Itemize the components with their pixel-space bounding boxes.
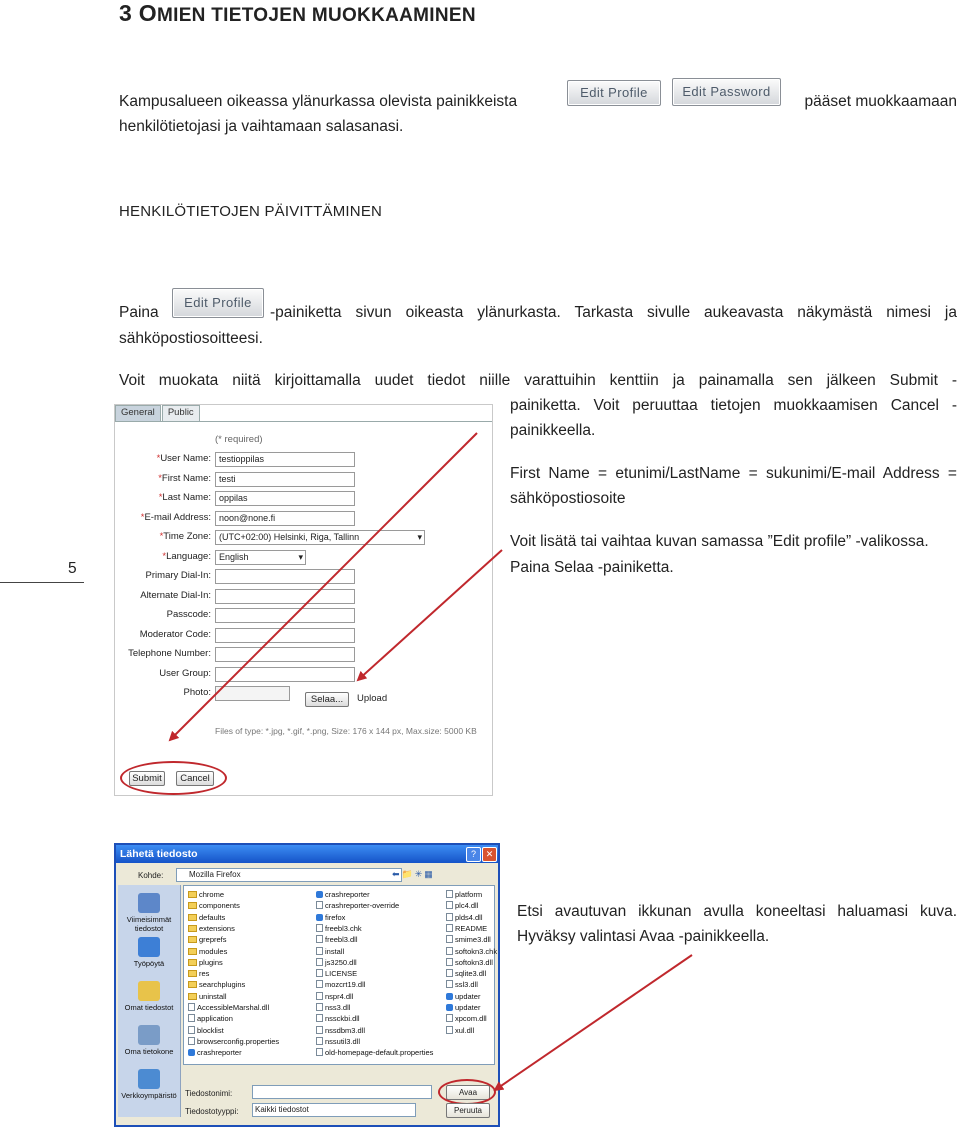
file-name: AccessibleMarshal.dll: [197, 1003, 270, 1012]
voit-line3: painikkeella.: [510, 422, 596, 439]
file-name: softokn3.chk: [455, 946, 498, 956]
file-name: nssckbi.dll: [325, 1014, 360, 1024]
look-in-value: Mozilla Firefox: [189, 870, 241, 879]
required-note: (* required): [215, 434, 263, 445]
file-name: greprefs: [199, 935, 227, 945]
dialog-toolbar-icons[interactable]: ⬅📁✳▦: [392, 869, 435, 879]
filetype-label: Tiedostotyyppi:: [185, 1107, 239, 1116]
place-label: Verkkoympäristö: [121, 1091, 177, 1100]
file-name: searchplugins: [199, 980, 246, 990]
file-name: crashreporter: [325, 890, 370, 899]
section-heading: HENKILÖTIETOJEN PÄIVITTÄMINEN: [119, 203, 383, 220]
file-name: platform: [455, 890, 483, 899]
browse-button[interactable]: Selaa...: [305, 692, 349, 707]
chevron-down-icon[interactable]: ▾: [298, 551, 303, 562]
field-value: oppilas: [219, 493, 248, 503]
submit-button[interactable]: Submit: [129, 771, 165, 786]
field-label-text: Alternate Dial-In:: [140, 589, 211, 601]
place-label: Oma tietokone: [124, 1047, 174, 1056]
close-icon[interactable]: ✕: [482, 847, 497, 862]
help-icon[interactable]: ?: [466, 847, 481, 862]
file-name: sqlite3.dll: [455, 969, 487, 979]
field-label-text: Telephone Number:: [128, 648, 211, 659]
file-name: smime3.dll: [455, 935, 491, 945]
field-value: English: [219, 551, 249, 562]
file-name: softokn3.dll: [455, 957, 493, 967]
voit-line1: Voit muokata niitä kirjoittamalla uudet tiedot niille varattuihin kenttiin ja painamalla sen jälkeen Submit -: [119, 372, 957, 389]
file-name: plc4.dll: [455, 901, 479, 911]
file-name: LICENSE: [325, 969, 358, 979]
file-name: components: [199, 901, 240, 911]
file-name: application: [197, 1014, 233, 1024]
file-name: updater: [455, 991, 481, 1001]
tab-public[interactable]: Public: [162, 405, 200, 421]
edit-profile-button-image-2: Edit Profile: [172, 288, 264, 318]
file-name: plugins: [199, 957, 223, 967]
filetype-value: Kaikki tiedostot: [255, 1105, 309, 1114]
file-name: crashreporter: [197, 1048, 242, 1058]
file-name: README: [455, 923, 488, 933]
file-name: install: [325, 946, 345, 956]
file-name: chrome: [199, 890, 225, 899]
upload-button[interactable]: Upload: [357, 693, 388, 704]
file-name: ssl3.dll: [455, 980, 478, 990]
filename-label: Tiedostonimi:: [185, 1089, 233, 1098]
file-name: browserconfig.properties: [197, 1036, 280, 1046]
intro-line2: henkilötietojasi ja vaihtamaan salasanasi.: [119, 118, 404, 135]
place-label: Työpöytä: [133, 959, 165, 968]
required-star: *: [158, 472, 162, 484]
edit-password-button-image: Edit Password: [672, 78, 781, 106]
file-name: nspr4.dll: [325, 991, 354, 1001]
file-name: defaults: [199, 912, 226, 922]
file-name: modules: [199, 946, 228, 956]
dialog-cancel-button[interactable]: Peruuta: [446, 1103, 490, 1118]
file-name: updater: [455, 1003, 481, 1012]
place-label: Omat tiedostot: [124, 1003, 174, 1012]
file-types-note: Files of type: *.jpg, *.gif, *.png, Size: 176 x 144 px, Max.size: 5000 KB: [215, 726, 477, 736]
field-label-text: User Group:: [159, 667, 211, 679]
voit-line2: painiketta. Voit peruuttaa tietojen muokkaamisen Cancel -: [510, 397, 957, 414]
chapter-title-first: O: [138, 0, 157, 26]
field-label-text: Time Zone:: [163, 531, 211, 542]
photo-line2: Paina Selaa -painiketta.: [510, 559, 674, 576]
required-star: *: [158, 492, 163, 503]
field-value: (UTC+02:00) Helsinki, Riga, Tallinn: [219, 532, 360, 542]
required-star: *: [140, 511, 145, 523]
chevron-down-icon[interactable]: ▾: [417, 532, 422, 542]
place-label: Viimeisimmät tiedostot: [126, 915, 172, 933]
arrow-to-submit: [170, 433, 477, 740]
cancel-button[interactable]: Cancel: [176, 771, 214, 786]
photo-line1: Voit lisätä tai vaihtaa kuvan samassa ”Edit profile” -valikossa.: [510, 533, 929, 550]
tab-general[interactable]: General: [115, 405, 161, 421]
field-value: testioppilas: [219, 454, 265, 464]
dialog-line2: Hyväksy valintasi Avaa -painikkeella.: [517, 928, 770, 945]
field-value: noon@none.fi: [219, 512, 276, 523]
fields-line1: First Name = etunimi/LastName = sukunimi/E-mail Address =: [510, 465, 957, 482]
field-label-text: Last Name:: [162, 492, 211, 503]
dialog-line1: Etsi avautuvan ikkunan avulla koneeltasi haluamasi kuva.: [517, 903, 957, 920]
file-name: xpcom.dll: [455, 1014, 487, 1024]
file-name: plds4.dll: [455, 912, 483, 922]
field-label-text: Moderator Code:: [139, 628, 211, 640]
file-name: freebl3.dll: [325, 935, 358, 945]
paina-line2: sähköpostiosoitteesi.: [119, 330, 263, 347]
look-in-label: Kohde:: [138, 871, 164, 880]
chapter-title-rest: MIEN TIETOJEN MUOKKAAMINEN: [157, 5, 476, 26]
chapter-number: 3: [119, 0, 133, 26]
arrow-to-browse: [358, 550, 502, 680]
file-name: js3250.dll: [325, 957, 357, 967]
required-star: *: [159, 531, 164, 542]
paina-word: Paina: [119, 304, 159, 321]
file-name: freebl3.chk: [325, 923, 362, 933]
field-label-text: Primary Dial-In:: [145, 570, 211, 581]
intro-line1-left: Kampusalueen oikeassa ylänurkassa olevista painikkeista: [119, 93, 518, 110]
file-name: res: [199, 969, 210, 979]
arrow-to-open: [495, 955, 692, 1090]
file-name: uninstall: [199, 991, 227, 1001]
dialog-title: Lähetä tiedosto: [120, 848, 198, 860]
field-label-text: Language:: [166, 550, 211, 562]
file-name: mozcrt19.dll: [325, 980, 366, 990]
file-name: nssutil3.dll: [325, 1036, 361, 1046]
open-button[interactable]: Avaa: [446, 1085, 490, 1100]
field-label-text: E-mail Address:: [144, 511, 211, 523]
field-label-text: User Name:: [160, 453, 211, 464]
field-label-text: Passcode:: [166, 609, 211, 620]
field-value: testi: [219, 473, 236, 484]
file-name: blocklist: [197, 1025, 224, 1035]
file-name: old-homepage-default.properties: [325, 1048, 434, 1058]
intro-line1-right: pääset muokkaamaan: [804, 93, 957, 110]
file-name: nssdbm3.dll: [325, 1025, 366, 1035]
page-number: 5: [68, 560, 77, 577]
file-name: extensions: [199, 923, 235, 933]
file-name: firefox: [325, 912, 346, 922]
edit-profile-button-image: Edit Profile: [567, 80, 661, 106]
field-label-text: Photo:: [183, 687, 211, 698]
file-name: crashreporter-override: [325, 901, 400, 911]
required-star: *: [156, 453, 161, 464]
file-name: nss3.dll: [325, 1003, 351, 1012]
required-star: *: [162, 550, 167, 562]
file-name: xul.dll: [455, 1025, 475, 1035]
field-label-text: First Name:: [161, 472, 211, 484]
fields-line2: sähköpostiosoite: [510, 490, 626, 507]
paina-rest: -painiketta sivun oikeasta ylänurkasta. Tarkasta sivulle aukeavasta näkymästä nimesi ja: [270, 304, 957, 321]
